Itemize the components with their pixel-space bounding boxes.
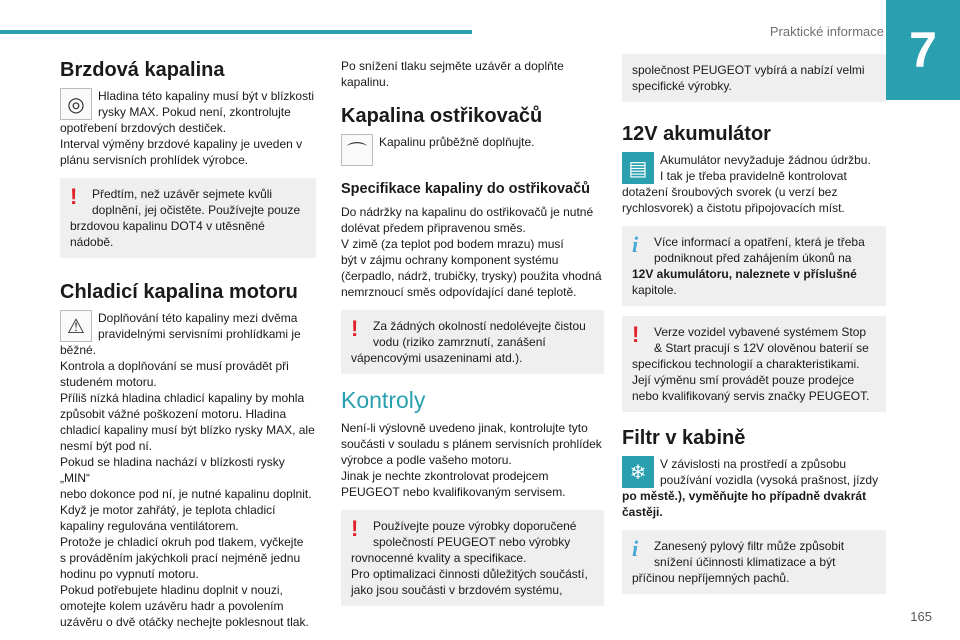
- text-line: rysky MAX. Pokud není, zkontrolujte: [98, 105, 291, 119]
- coolant-title: Chladicí kapalina motoru: [60, 281, 298, 303]
- warning-icon: !: [632, 322, 640, 347]
- text-line: nesmí být pod ní.: [60, 439, 153, 453]
- info-icon: i: [632, 232, 639, 257]
- text-line: být v zájmu ochrany komponent systému: [341, 253, 559, 267]
- text-line: s prováděním jakýchkoli prací nejméně jednu: [60, 551, 301, 565]
- brake-fluid-text: [60, 88, 316, 168]
- text-line: vápencovými usazeninami atd.).: [351, 351, 523, 365]
- cabin-filter-section: [622, 456, 886, 520]
- section-title: Praktické informace: [769, 24, 884, 39]
- checks-text: [341, 420, 604, 500]
- text-line: nebo dokonce pod ní, je nutné kapalinu doplnit.: [60, 487, 312, 501]
- text-line: rychlosvorek) a čistotu připojovacích míst.: [622, 201, 845, 215]
- text-line: Její výměnu smí provádět pouze prodejce: [632, 373, 855, 387]
- page-number: 165: [910, 609, 932, 624]
- text-line: uzávěru o dvě otáčky nechejte poklesnout tlak.: [60, 615, 309, 629]
- battery-section: [622, 152, 886, 216]
- text-line: dolévat předem připravenou směs.: [341, 221, 526, 235]
- text-line: běžné.: [60, 343, 97, 357]
- text-line: používání vozidla (vysoká prašnost, jízdy: [660, 473, 879, 487]
- warning-icon: !: [351, 516, 359, 541]
- text-line: nebo kvalifikovaný servis značky PEUGEOT.: [632, 389, 870, 403]
- washer-icon: ⌒: [341, 134, 373, 166]
- brake-fluid-title: Brzdová kapalina: [60, 59, 225, 81]
- column-1: [60, 58, 316, 630]
- text-line: Když je motor zahřátý, je teplota chladicí: [60, 503, 276, 517]
- coolant-text: [60, 310, 316, 630]
- text-line: Pokud potřebujete hladinu doplnit v nouzi,: [60, 583, 283, 597]
- coolant-section: [60, 310, 316, 630]
- washer-fluid-section: [341, 134, 604, 166]
- text-line: společnost PEUGEOT vybírá a nabízí velmi: [632, 63, 865, 77]
- text-line: 12V akumulátoru, naleznete v příslušné: [632, 267, 857, 281]
- text-line: vodu (riziko zamrznutí, zanášení: [373, 335, 546, 349]
- info-icon: i: [632, 536, 639, 561]
- text-line: podniknout před zahájením úkonů na: [654, 251, 852, 265]
- text-line: studeném motoru.: [60, 375, 157, 389]
- battery-warning: [622, 316, 886, 412]
- text-line: Používejte pouze výrobky doporučené: [373, 519, 577, 533]
- text-line: Doplňování této kapaliny mezi dvěma: [98, 311, 298, 325]
- text-line: pravidelnými servisními prohlídkami je: [98, 327, 301, 341]
- text-line: doplnění, jej očistěte. Používejte pouze: [92, 203, 301, 217]
- text-line: V zimě (za teplot pod bodem mrazu) musí: [341, 237, 564, 251]
- checks-warning-continued: [622, 54, 886, 102]
- text-line: & Start pracují s 12V olověnou baterií se: [654, 341, 869, 355]
- text-line: specifické výrobky.: [632, 79, 732, 93]
- text-line: Za žádných okolností nedolévejte čistou: [373, 319, 586, 333]
- washer-spec-title: Specifikace kapaliny do ostřikovačů: [341, 181, 591, 197]
- text-line: kapaliny regulována ventilátorem.: [60, 519, 239, 533]
- text-line: (čerpadlo, nádrž, trubičky, trysky) použita vhodná: [341, 269, 602, 283]
- text-line: způsobit vážné poškození motoru. Hladina: [60, 407, 287, 421]
- text-line: Není-li výslovně uvedeno jinak, kontrolujte tyto: [341, 421, 588, 435]
- washer-warning: [341, 310, 604, 374]
- text-line: Do nádržky na kapalinu do ostřikovačů je nutné: [341, 205, 594, 219]
- text-line: Předtím, než uzávěr sejmete kvůli: [92, 187, 273, 201]
- text-line: opotřebení brzdových destiček.: [60, 121, 227, 135]
- text-line: dotažení šroubových svorek (u verzí bez: [622, 185, 838, 199]
- text-line: chladicí kapaliny musí být blízko rysky MAX, ale: [60, 423, 315, 437]
- text-line: Jinak je nechte zkontrolovat prodejcem: [341, 469, 549, 483]
- text-line: Po snížení tlaku sejměte uzávěr a doplňte: [341, 59, 564, 73]
- text-line: kapitole.: [632, 283, 677, 297]
- coolant-continued: [341, 58, 604, 90]
- text-line: součásti v souladu s plánem servisních prohlídek: [341, 437, 602, 451]
- text-line: brzdovou kapalinu DOT4 v utěsněné nádobě.: [70, 219, 265, 249]
- brake-fluid-section: [60, 88, 316, 168]
- text-line: snížení účinnosti klimatizace a být: [654, 555, 836, 569]
- text-line: Více informací a opatření, která je třeba: [654, 235, 865, 249]
- text-line: kapalinu.: [341, 75, 390, 89]
- text-line: příčinou nepříjemných pachů.: [632, 571, 790, 585]
- header-bar: [0, 30, 472, 34]
- text-line: Interval výměny brzdové kapaliny je uveden v: [60, 137, 303, 151]
- text-line: výrobce a podle vašeho motoru.: [341, 453, 512, 467]
- text-line: nemrznoucí směs odpovídající dané teplotě.: [341, 285, 577, 299]
- battery-icon: ▤: [622, 152, 654, 184]
- text-line: Pokud se hladina nachází v blízkosti rysky „MIN“: [60, 455, 285, 485]
- brake-fluid-icon: ◎: [60, 88, 92, 120]
- checks-title: Kontroly: [341, 387, 426, 413]
- column-2: [341, 58, 604, 616]
- washer-fluid-title: Kapalina ostřikovačů: [341, 105, 543, 127]
- text-line: společností PEUGEOT nebo výrobky: [373, 535, 571, 549]
- battery-title: 12V akumulátor: [622, 123, 771, 145]
- warning-icon: !: [70, 184, 78, 209]
- text-line: plánu servisních prohlídek výrobce.: [60, 153, 249, 167]
- washer-spec-text: [341, 204, 604, 300]
- text-line: Hladina této kapaliny musí být v blízkosti: [98, 89, 315, 103]
- text-line: jako jsou součásti v brzdovém systému,: [351, 583, 563, 597]
- text-line: rovnocenné kvality a specifikace.: [351, 551, 527, 565]
- cabin-filter-title: Filtr v kabině: [622, 427, 746, 449]
- text-line: I tak je třeba pravidelně kontrolovat: [660, 169, 847, 183]
- text-line: Kapalinu průběžně doplňujte.: [379, 135, 535, 149]
- text-line: Akumulátor nevyžaduje žádnou údržbu.: [660, 153, 871, 167]
- text-line: specifickou technologií a charakteristikami.: [632, 357, 860, 371]
- cabin-filter-info: [622, 530, 886, 594]
- warning-icon: !: [351, 316, 359, 341]
- text-line: Verze vozidel vybavené systémem Stop: [654, 325, 867, 339]
- brake-fluid-warning: [60, 178, 316, 258]
- filter-icon: ❄: [622, 456, 654, 488]
- text-line: Příliš nízká hladina chladicí kapaliny by mohla: [60, 391, 305, 405]
- text-line: Protože je chladicí okruh pod tlakem, vyčkejte: [60, 535, 304, 549]
- text-line: Pro optimalizaci činnosti důležitých součástí,: [351, 567, 588, 581]
- text-line: PEUGEOT nebo kvalifikovaným servisem.: [341, 485, 566, 499]
- text-line: hodinu po vypnutí motoru.: [60, 567, 199, 581]
- text-line: V závislosti na prostředí a způsobu: [660, 457, 847, 471]
- text-line: Zanesený pylový filtr může způsobit: [654, 539, 845, 553]
- text-line: častěji.: [622, 505, 663, 519]
- text-line: Kontrola a doplňování se musí provádět při: [60, 359, 289, 373]
- checks-warning: [341, 510, 604, 606]
- text-line: omotejte kolem uzávěru hadr a povolením: [60, 599, 284, 613]
- column-3: [622, 54, 886, 604]
- text-line: po městě.), vyměňujte ho případně dvakrát: [622, 489, 867, 503]
- chapter-number: 7: [886, 0, 960, 100]
- coolant-icon: ⚠: [60, 310, 92, 342]
- battery-info: [622, 226, 886, 306]
